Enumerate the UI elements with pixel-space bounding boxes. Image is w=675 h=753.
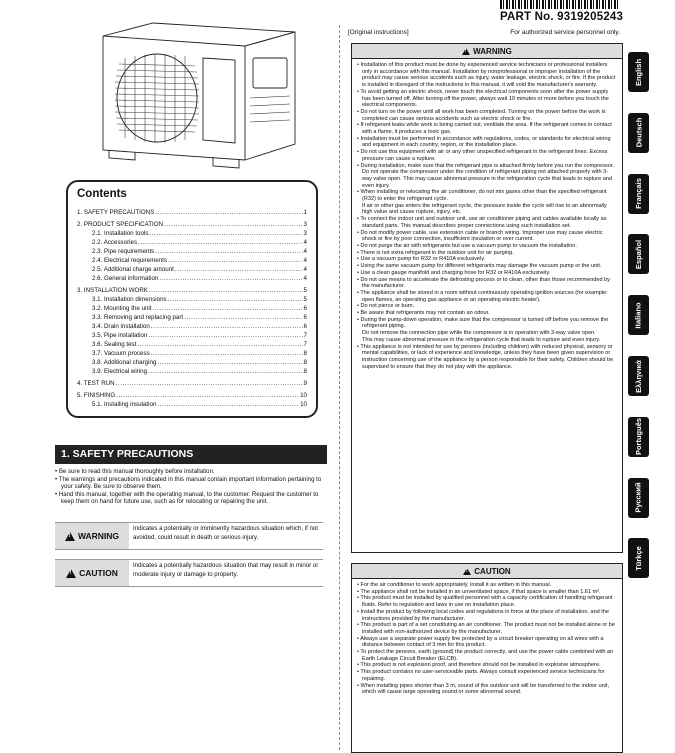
toc-entry-page: 6 xyxy=(303,314,307,321)
list-item-text: When installing pipes shorter than 3 m, sound of the outdoor unit will be transferred to the indoor unit, which will cause large operating sound or some abnormal sound. xyxy=(360,682,610,696)
contents-box xyxy=(66,180,318,418)
bullet-icon: • xyxy=(357,122,361,129)
list-item-text: Use a vacuum pump for R32 or R410A exclusively. xyxy=(360,256,486,263)
toc-entry-page: 4 xyxy=(303,266,307,273)
list-item xyxy=(357,344,617,371)
bullet-icon: • xyxy=(357,669,361,676)
list-item-text: Use a clean gauge manifold and charging hose for R32 or R410A exclusively. xyxy=(360,269,551,276)
list-item-text: Do not modify power cable, use extension cable or branch wiring. Improper use may cause electric shock or fire by poor connection, insufficient insulation or over current. xyxy=(360,229,603,243)
list-item xyxy=(357,317,617,330)
toc-leader-dots xyxy=(149,229,302,238)
list-item-text: The appliance shall be stored in a room without continuously operating ignition sources (for example: open flames, an operating gas appliance or an operating electric heater). xyxy=(360,289,608,303)
toc-entry[interactable] xyxy=(77,358,307,367)
list-item-text: Do not pierce or burn. xyxy=(360,303,415,310)
toc-entry-title: 3.6. Sealing test xyxy=(92,341,137,348)
toc-entry-title: 3.3. Removing and replacing part xyxy=(92,314,184,321)
toc-entry-page: 5 xyxy=(303,287,307,294)
list-item-text: When installing or relocating the air conditioner, do not mix gases other than the specified refrigerant (R32) to enter the refrigerant cycle. xyxy=(360,189,607,203)
list-item-text: Installation of this product must be done by experienced service technicians or professional installers only in accordance with this manual. Installation by nonprofessional or improper installation of the product may cause serious accidents such as injury, water leakage, electric shock, or fire. If the product is installed in disregard of the instructions in this manual, it will void the manufacturer's warranty. xyxy=(360,62,616,89)
toc-leader-dots xyxy=(116,391,299,400)
toc-entry[interactable] xyxy=(77,322,307,331)
language-tab-label: English xyxy=(634,58,643,86)
list-item xyxy=(357,582,617,589)
toc-leader-dots xyxy=(175,265,303,274)
bullet-icon: • xyxy=(357,135,361,142)
bullet-icon: • xyxy=(357,343,361,350)
language-tab-label: Русский xyxy=(634,482,643,513)
toc-entry-page: 6 xyxy=(303,323,307,330)
list-item-text: During the pump-down operation, make sure that the compressor is turned off before you remove the refrigerant piping. xyxy=(360,316,609,330)
toc-leader-dots xyxy=(155,208,302,217)
language-tab[interactable] xyxy=(628,478,649,518)
intro-item: • The warnings and precautions indicated in this manual contain important information pertaining to your safety. Be sure to observe them. xyxy=(55,475,322,491)
toc-entry-title: 1. SAFETY PRECAUTIONS xyxy=(77,209,155,216)
toc-leader-dots xyxy=(148,367,303,376)
caution-definition: Indicates a potentially hazardous situation that may result in minor or moderate injury or damage to property. xyxy=(133,562,319,578)
toc-leader-dots xyxy=(151,349,303,358)
safety-intro xyxy=(55,468,325,506)
list-item-text: If air or other gas enters the refrigerant cycle, the pressure inside the cycle will rise to an abnormally high value and cause rupture, injury, etc. xyxy=(362,202,607,216)
list-item-text: Be aware that refrigerants may not contain an odour. xyxy=(360,310,490,317)
toc-entry[interactable] xyxy=(77,238,307,247)
bullet-icon: • xyxy=(357,229,361,236)
bullet-icon: • xyxy=(357,310,361,317)
list-item xyxy=(357,169,617,189)
toc-leader-dots xyxy=(138,238,302,247)
toc-entry-title: 5. FINISHING xyxy=(77,392,116,399)
list-item-text: This product must be installed by qualified personnel with a capacity certification of handling refrigerant fluids. Refer to regulation and laws in use on installation place. xyxy=(360,595,613,609)
list-item-text: Install the product by following local codes and regulations in force at the place of installation, and the instructions provided by the manufacturer. xyxy=(360,608,610,622)
list-item xyxy=(357,609,617,622)
warning-definition: Indicates a potentially or imminently hazardous situation which, if not avoided, could result in death or serious injury. xyxy=(133,525,318,541)
list-item xyxy=(357,263,617,270)
toc-entry-title: 3.1. Installation dimensions xyxy=(92,296,167,303)
list-item xyxy=(357,669,617,682)
bullet-icon: • xyxy=(357,216,361,223)
toc-entry-page: 7 xyxy=(303,341,307,348)
language-tab-label: Deutsch xyxy=(634,118,643,148)
list-item-text: Do not remove the connection pipe while the compressor is in operation with 3-way valve open. xyxy=(362,330,596,337)
toc-entry-title: 3.2. Mounting the unit xyxy=(92,305,152,312)
list-item-text: Using the same vacuum pump for different refrigerants may damage the vacuum pump or the unit. xyxy=(360,263,602,270)
list-item xyxy=(357,636,617,649)
toc-entry-page: 5 xyxy=(303,296,307,303)
caution-triangle-icon xyxy=(463,568,471,575)
warning-list xyxy=(352,59,622,370)
language-tab[interactable] xyxy=(628,295,649,335)
bullet-icon: • xyxy=(357,189,361,196)
list-item xyxy=(357,203,617,216)
toc-entry[interactable] xyxy=(77,274,307,283)
toc-entry-page: 4 xyxy=(303,275,307,282)
list-item-text: Do not turn on the power until all work has been completed. Turning on the power before the work is completed can cause serious accidents such as electric shock or fire. xyxy=(360,108,606,122)
list-item xyxy=(357,290,617,303)
toc-entry-title: 3. INSTALLATION WORK xyxy=(77,287,148,294)
list-item-text: There is not extra refrigerant in the outdoor unit for air purging. xyxy=(360,249,514,256)
warning-label-cell xyxy=(55,523,129,549)
warning-box-title: WARNING xyxy=(473,46,512,56)
table-of-contents xyxy=(77,208,307,409)
toc-entry[interactable] xyxy=(77,400,307,409)
list-item xyxy=(357,163,617,170)
list-item xyxy=(357,109,617,122)
list-item-text: Do not operate the compressor under the condition of refrigerant piping not attached properly with 3-way valve open. This may cause abnormal pressure in the refrigeration cycle that leads to rupture and even injury. xyxy=(362,169,612,189)
list-item-text: Do not use this equipment with air or any other unspecified refrigerant in the refrigerant lines. Excess pressure can cause a rupture. xyxy=(360,149,608,162)
list-item-text: To avoid getting an electric shock, never touch the electrical components soon after the power supply has been turned off. After turning off the power, always wait 10 minutes or more before you touch the electrical components. xyxy=(360,88,609,109)
bullet-icon: • xyxy=(357,269,361,276)
language-tab-label: Türkçe xyxy=(634,546,644,571)
toc-leader-dots xyxy=(148,331,302,340)
list-item-text: To protect the persons, earth (ground) the product correctly, and use the power cable combined with an Earth Leakage Circuit Breaker (ELCB). xyxy=(360,649,614,662)
bullet-icon: • xyxy=(357,682,361,689)
intro-item: • Be sure to read this manual thoroughly before installation. xyxy=(55,468,215,475)
toc-entry[interactable] xyxy=(77,304,307,313)
authorized-personnel-note: For authorized service personnel only. xyxy=(510,29,620,36)
toc-entry[interactable] xyxy=(77,379,307,388)
outdoor-unit-illustration xyxy=(95,18,300,178)
toc-entry-page: 4 xyxy=(303,239,307,246)
caution-label: CAUTION xyxy=(79,568,118,578)
toc-entry-page: 8 xyxy=(303,368,307,375)
list-item xyxy=(357,337,617,344)
bullet-icon: • xyxy=(357,582,361,588)
list-item xyxy=(357,216,617,229)
part-number: PART No. 9319205243 xyxy=(500,11,624,23)
toc-entry-title: 2. PRODUCT SPECIFICATION xyxy=(77,221,164,228)
toc-entry-page: 4 xyxy=(303,248,307,255)
list-item xyxy=(357,303,617,310)
original-instructions-note: [Original instructions] xyxy=(348,29,409,36)
language-tab-label: Ελληνικά xyxy=(634,359,644,393)
toc-entry-title: 5.1. Installing insulation xyxy=(92,401,157,408)
bullet-icon: • xyxy=(357,316,361,323)
toc-entry-title: 3.5. Pipe installation xyxy=(92,332,148,339)
list-item xyxy=(357,250,617,257)
toc-entry-page: 3 xyxy=(303,221,307,228)
list-item xyxy=(357,589,617,596)
contents-title: Contents xyxy=(77,188,127,200)
caution-box xyxy=(351,563,623,753)
list-item xyxy=(357,256,617,263)
bullet-icon: • xyxy=(357,608,361,615)
toc-leader-dots xyxy=(159,274,302,283)
toc-entry-title: 2.5. Additional charge amount xyxy=(92,266,174,273)
bullet-icon: • xyxy=(357,303,361,310)
list-item xyxy=(357,270,617,277)
toc-entry[interactable] xyxy=(77,265,307,274)
bullet-icon: • xyxy=(357,62,361,68)
language-tab-label: Français xyxy=(634,178,644,210)
warning-box-header xyxy=(352,44,622,59)
toc-entry[interactable] xyxy=(77,367,307,376)
toc-entry[interactable] xyxy=(77,340,307,349)
bullet-icon: • xyxy=(357,595,361,602)
toc-entry[interactable] xyxy=(77,229,307,238)
language-tab[interactable] xyxy=(628,174,649,214)
column-divider xyxy=(339,25,340,750)
language-tab-label: Español xyxy=(634,239,643,269)
bullet-icon: • xyxy=(357,88,361,95)
list-item-text: Do not use means to accelerate the defrosting process or to clean, other than those recommended by the manufacturer. xyxy=(360,276,610,290)
list-item xyxy=(357,595,617,608)
toc-entry-page: 10 xyxy=(300,401,307,408)
language-tab-label: Italiano xyxy=(634,302,644,329)
toc-entry-title: 2.3. Pipe requirements xyxy=(92,248,155,255)
list-item-text: This appliance is not intended for use by persons (including children) with reduced physical, sensory or mental capabilities, or lack of experience and knowledge, unless they have been given supervision or instruction concerning use of the appliance by a person responsible for their safety. Children should be supervised to ensure that they do not play with the appliance. xyxy=(360,343,614,370)
caution-label-cell xyxy=(55,560,129,586)
list-item xyxy=(357,122,617,135)
list-item-text: To connect the indoor unit and outdoor unit, use air conditioner piping and cables available locally as standard parts. This manual describes proper connections using such installation set. xyxy=(360,216,607,229)
bullet-icon: • xyxy=(357,242,361,249)
toc-entry-title: 2.6. General information xyxy=(92,275,159,282)
toc-entry-page: 6 xyxy=(303,305,307,312)
toc-entry-page: 8 xyxy=(303,359,307,366)
section-title: 1. SAFETY PRECAUTIONS xyxy=(55,445,327,464)
toc-leader-dots xyxy=(149,286,303,295)
bullet-icon: • xyxy=(357,276,361,283)
toc-entry[interactable] xyxy=(77,331,307,340)
bullet-icon: • xyxy=(357,263,361,270)
list-item xyxy=(357,649,617,662)
language-tab[interactable] xyxy=(628,234,649,274)
toc-entry-page: 7 xyxy=(303,332,307,339)
list-item-text: This product contains no user-serviceable parts. Always consult experienced service technicians for repairing. xyxy=(360,669,605,682)
barcode xyxy=(500,0,620,9)
toc-leader-dots xyxy=(168,295,303,304)
bullet-icon: • xyxy=(357,256,361,263)
toc-leader-dots xyxy=(157,400,299,409)
toc-entry[interactable] xyxy=(77,313,307,322)
bullet-icon: • xyxy=(357,588,361,595)
toc-leader-dots xyxy=(116,379,303,388)
caution-box-title: CAUTION xyxy=(474,566,511,576)
toc-leader-dots xyxy=(137,340,302,349)
caution-triangle-icon xyxy=(66,569,76,578)
toc-leader-dots xyxy=(168,256,303,265)
language-tab[interactable] xyxy=(628,113,649,153)
warning-label: WARNING xyxy=(77,531,120,541)
list-item-text: This may cause abnormal pressure in the refrigeration cycle that leads to rupture and even injury. xyxy=(362,336,601,343)
toc-entry-page: 1 xyxy=(303,209,307,216)
list-item xyxy=(357,89,617,109)
language-tab-label: Português xyxy=(634,418,643,456)
warning-signal-row xyxy=(55,522,323,550)
list-item xyxy=(357,310,617,317)
list-item-text: The appliance shall not be installed in an unventilated space, if that space is smaller than 1.61 m². xyxy=(360,588,601,595)
list-item xyxy=(357,149,617,162)
list-item-text: If refrigerant leaks while work is being carried out, ventilate the area. If the refrigerant comes in contact with a flame, it produces a toxic gas. xyxy=(360,122,612,136)
language-tab[interactable] xyxy=(628,538,649,578)
toc-entry-title: 3.8. Additional charging xyxy=(92,359,157,366)
list-item xyxy=(357,622,617,635)
toc-entry-page: 8 xyxy=(303,350,307,357)
bullet-icon: • xyxy=(357,249,361,256)
caution-list xyxy=(352,579,622,696)
toc-entry-title: 3.4. Drain installation xyxy=(92,323,150,330)
intro-item: • Hand this manual, together with the operating manual, to the customer. Request the customer to keep them on hand for future use, such as for relocating or repairing the unit. xyxy=(55,490,319,506)
list-item xyxy=(357,136,617,149)
toc-entry-title: 4. TEST RUN xyxy=(77,380,115,387)
language-tab[interactable] xyxy=(628,52,649,92)
toc-entry-page: 9 xyxy=(303,380,307,387)
bullet-icon: • xyxy=(357,162,361,169)
toc-entry[interactable] xyxy=(77,391,307,400)
list-item xyxy=(357,330,617,337)
toc-entry[interactable] xyxy=(77,220,307,229)
bullet-icon: • xyxy=(357,622,361,629)
list-item xyxy=(357,62,617,89)
list-item xyxy=(357,230,617,243)
toc-entry-page: 10 xyxy=(300,392,307,399)
bullet-icon: • xyxy=(357,108,361,115)
toc-entry[interactable] xyxy=(77,256,307,265)
list-item-text: For the air conditioner to work appropriately, install it as written in this manual. xyxy=(360,582,552,588)
caution-box-header xyxy=(352,564,622,579)
toc-entry-title: 3.7. Vacuum process xyxy=(92,350,150,357)
toc-entry[interactable] xyxy=(77,295,307,304)
toc-entry-page: 4 xyxy=(303,257,307,264)
toc-entry-title: 2.2. Accessories xyxy=(92,239,138,246)
list-item xyxy=(357,189,617,202)
list-item-text: This product is part of a set constituting an air conditioner. The product must not be installed alone or be installed with non-authorized device by the manufacturer. xyxy=(360,622,615,635)
bullet-icon: • xyxy=(357,662,361,669)
language-tab[interactable] xyxy=(628,417,649,457)
warning-triangle-icon xyxy=(65,532,75,541)
warning-triangle-icon xyxy=(462,48,470,55)
toc-entry-page: 3 xyxy=(303,230,307,237)
toc-leader-dots xyxy=(157,358,302,367)
toc-leader-dots xyxy=(184,313,302,322)
toc-entry-title: 2.1. Installation tools xyxy=(92,230,149,237)
list-item xyxy=(357,662,617,669)
list-item xyxy=(357,683,617,696)
toc-entry[interactable] xyxy=(77,247,307,256)
toc-leader-dots xyxy=(155,247,302,256)
list-item-text: Do not purge the air with refrigerants but use a vacuum pump to vacuum the installation. xyxy=(360,242,577,249)
list-item xyxy=(357,243,617,250)
list-item xyxy=(357,277,617,290)
list-item-text: Always use a separate power supply line protected by a circuit breaker operating on all wires with a distance between contact of 3 mm for this product. xyxy=(360,635,604,649)
bullet-icon: • xyxy=(357,149,361,156)
toc-entry[interactable] xyxy=(77,208,307,217)
caution-signal-row xyxy=(55,559,323,587)
toc-entry[interactable] xyxy=(77,349,307,358)
toc-leader-dots xyxy=(164,220,302,229)
language-tab[interactable] xyxy=(628,356,649,396)
bullet-icon: • xyxy=(357,635,361,642)
bullet-icon: • xyxy=(357,649,361,656)
toc-entry-title: 3.9. Electrical wiring xyxy=(92,368,148,375)
warning-box xyxy=(351,43,623,553)
toc-leader-dots xyxy=(153,304,303,313)
list-item-text: During installation, make sure that the refrigerant pipe is attached firmly before you run the compressor. xyxy=(360,162,614,169)
bullet-icon: • xyxy=(357,289,361,296)
toc-leader-dots xyxy=(151,322,303,331)
list-item-text: Installation must be performed in accordance with regulations, codes, or standards for electrical wiring and equipment in each country, region, or the installation place. xyxy=(360,135,611,149)
list-item-text: This product is not explosion proof, and therefore should not be installed in explosive atmosphere. xyxy=(360,662,601,669)
toc-entry[interactable] xyxy=(77,286,307,295)
toc-entry-title: 2.4. Electrical requirements xyxy=(92,257,167,264)
